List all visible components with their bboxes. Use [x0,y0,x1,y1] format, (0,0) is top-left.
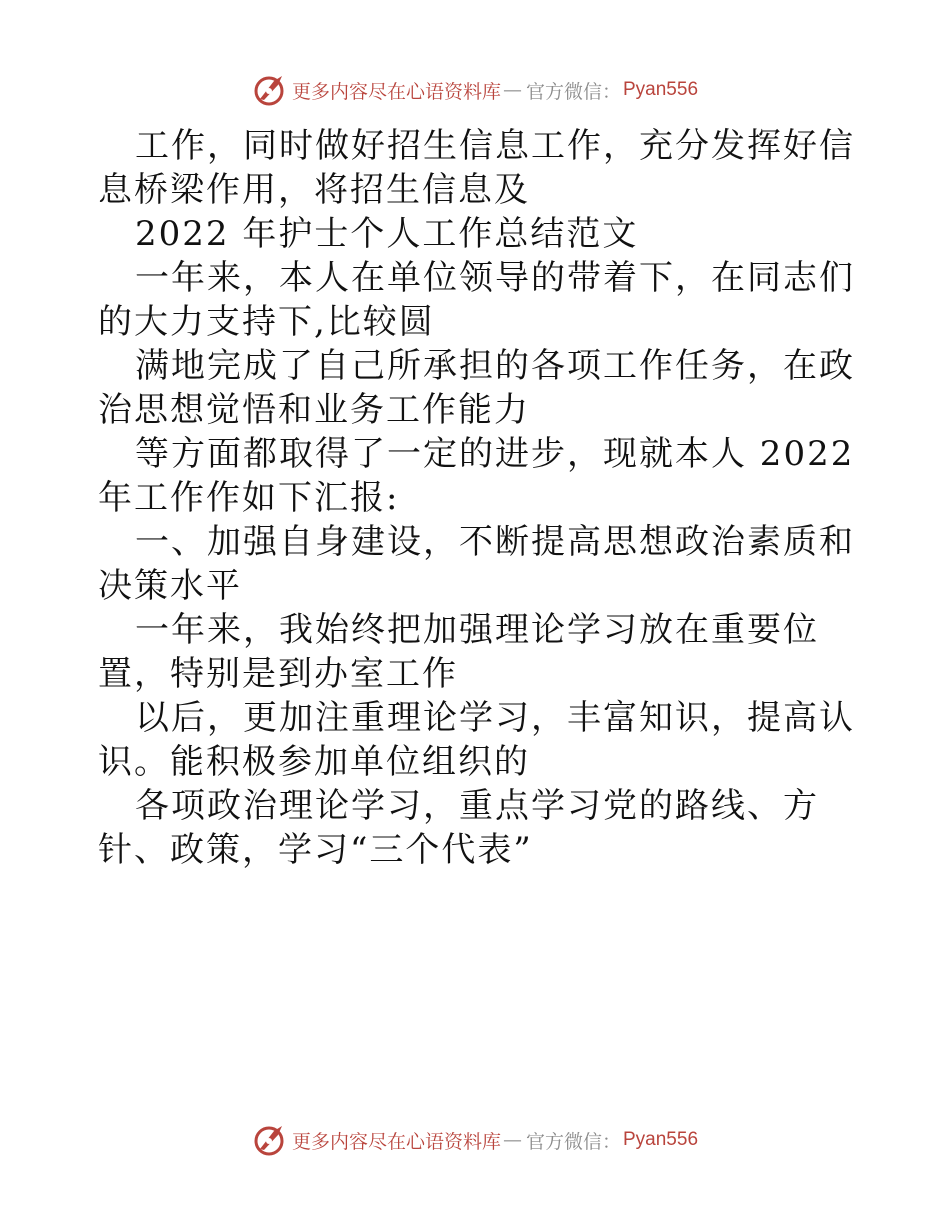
paragraph: 2022 年护士个人工作总结范文 [135,214,639,254]
banner-wechat-label: 官方微信： [525,80,621,103]
paragraph: 等方面都取得了一定的进步，现就本人 2022 年工作作如下汇报: [98,434,855,518]
quill-logo-icon [252,1122,288,1158]
quill-logo-icon [252,72,288,108]
banner-wechat-id: Pyan556 [623,1129,699,1150]
banner-text: 更多内容尽在心语资料库 [291,1130,501,1153]
banner-separator: — [502,79,522,101]
header-watermark-banner [0,70,950,110]
paragraph: 工作，同时做好招生信息工作，充分发挥好信息桥梁作用，将招生信息及 [98,126,855,210]
footer-watermark-banner [0,1120,950,1160]
banner-wechat-id: Pyan556 [623,79,699,100]
paragraph: 各项政治理论学习，重点学习党的路线、方针、政策，学习“三个代表” [98,786,819,870]
paragraph: 以后，更加注重理论学习，丰富知识，提高认识。能积极参加单位组织的 [98,698,855,782]
banner-text: 更多内容尽在心语资料库 [291,80,501,103]
banner-separator: — [502,1129,522,1151]
document-body [98,124,858,872]
paragraph: 满地完成了自己所承担的各项工作任务，在政治思想觉悟和业务工作能力 [98,346,855,430]
paragraph: 一年来，我始终把加强理论学习放在重要位置，特别是到办室工作 [98,610,819,694]
paragraph: 一年来，本人在单位领导的带着下，在同志们的大力支持下,比较圆 [98,258,855,342]
paragraph: 一、加强自身建设，不断提高思想政治素质和决策水平 [98,522,855,606]
banner-wechat-label: 官方微信： [525,1130,621,1153]
